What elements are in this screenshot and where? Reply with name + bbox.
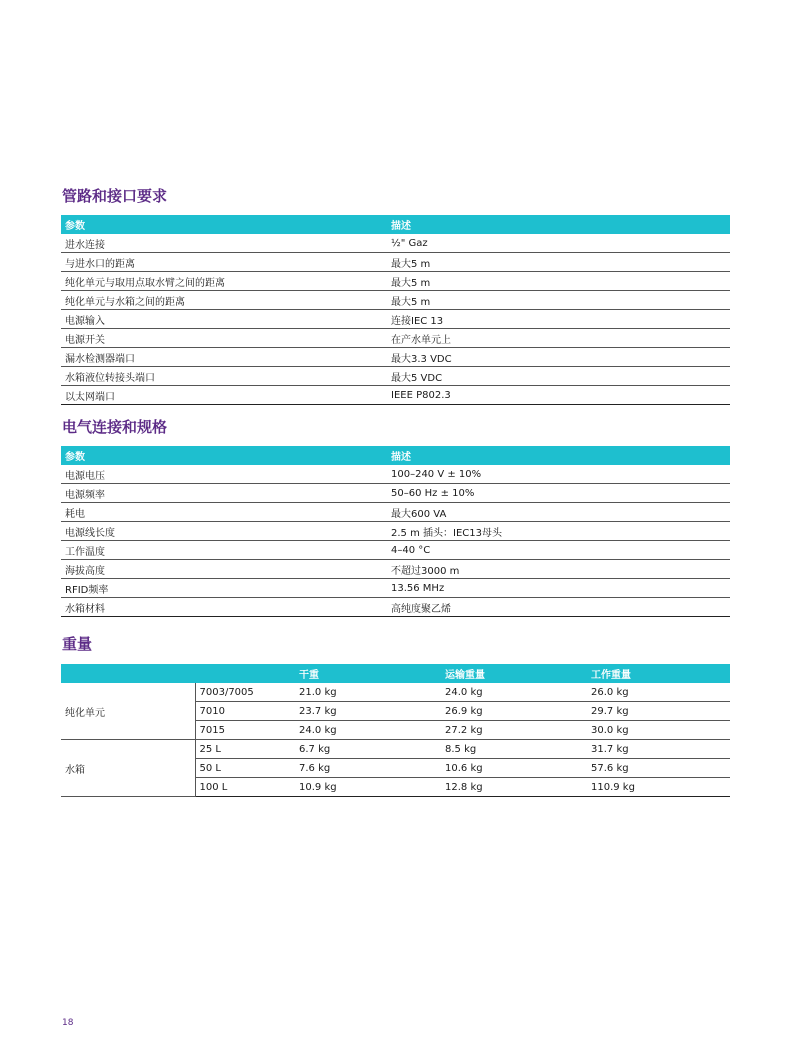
header-operating-weight: 工作重量 — [587, 664, 730, 683]
table-row — [61, 465, 730, 484]
table-row — [61, 367, 730, 386]
dry-weight-cell: 7.6 kg — [295, 759, 441, 778]
header-dry-weight: 干重 — [295, 664, 441, 683]
param-cell: 水箱材料 — [61, 598, 387, 617]
table-header-row — [61, 215, 730, 234]
weight-section-title: 重量 — [62, 635, 93, 653]
param-cell: RFID频率 — [61, 579, 387, 598]
table-row — [61, 598, 730, 617]
value-cell: 13.56 MHz — [387, 579, 730, 598]
value-cell: 最大5 VDC — [387, 367, 730, 386]
param-cell: 漏水检测器端口 — [61, 348, 387, 367]
electrical-section-title: 电气连接和规格 — [62, 418, 168, 436]
shipping-weight-cell: 8.5 kg — [441, 740, 587, 759]
value-cell: 100–240 V ± 10% — [387, 465, 730, 484]
param-cell: 电源开关 — [61, 329, 387, 348]
param-cell: 电源线长度 — [61, 522, 387, 541]
shipping-weight-cell: 24.0 kg — [441, 683, 587, 702]
shipping-weight-cell: 12.8 kg — [441, 778, 587, 797]
header-description: 描述 — [387, 215, 730, 234]
table-row — [61, 329, 730, 348]
table-row — [61, 234, 730, 253]
table-row — [61, 291, 730, 310]
group-label: 纯化单元 — [61, 683, 195, 740]
page-number: 18 — [62, 1018, 74, 1028]
operating-weight-cell: 57.6 kg — [587, 759, 730, 778]
piping-table — [61, 215, 730, 405]
param-cell: 工作温度 — [61, 541, 387, 560]
header-description: 描述 — [387, 446, 730, 465]
operating-weight-cell: 110.9 kg — [587, 778, 730, 797]
value-cell: ½" Gaz — [387, 234, 730, 253]
value-cell: 50–60 Hz ± 10% — [387, 484, 730, 503]
model-cell: 7015 — [195, 721, 295, 740]
model-cell: 25 L — [195, 740, 295, 759]
table-row — [61, 560, 730, 579]
value-cell: 最大600 VA — [387, 503, 730, 522]
param-cell: 纯化单元与取用点取水臂之间的距离 — [61, 272, 387, 291]
header-parameter: 参数 — [61, 446, 387, 465]
table-header-row — [61, 446, 730, 465]
value-cell: 2.5 m 插头：IEC13母头 — [387, 522, 730, 541]
table-row — [61, 541, 730, 560]
dry-weight-cell: 24.0 kg — [295, 721, 441, 740]
value-cell: 高纯度聚乙烯 — [387, 598, 730, 617]
shipping-weight-cell: 26.9 kg — [441, 702, 587, 721]
table-header-row — [61, 664, 730, 683]
value-cell: 不超过3000 m — [387, 560, 730, 579]
table-row — [61, 579, 730, 598]
operating-weight-cell: 29.7 kg — [587, 702, 730, 721]
table-row — [61, 683, 730, 702]
operating-weight-cell: 31.7 kg — [587, 740, 730, 759]
model-cell: 100 L — [195, 778, 295, 797]
value-cell: 连接IEC 13 — [387, 310, 730, 329]
table-row — [61, 253, 730, 272]
table-row — [61, 503, 730, 522]
piping-section-title: 管路和接口要求 — [62, 187, 168, 205]
weight-table — [61, 664, 730, 797]
param-cell: 水箱液位转接头端口 — [61, 367, 387, 386]
value-cell: 最大5 m — [387, 272, 730, 291]
header-parameter: 参数 — [61, 215, 387, 234]
dry-weight-cell: 10.9 kg — [295, 778, 441, 797]
model-cell: 50 L — [195, 759, 295, 778]
table-row — [61, 740, 730, 759]
table-row — [61, 484, 730, 503]
shipping-weight-cell: 10.6 kg — [441, 759, 587, 778]
header-group — [61, 664, 195, 683]
model-cell: 7003/7005 — [195, 683, 295, 702]
dry-weight-cell: 6.7 kg — [295, 740, 441, 759]
param-cell: 以太网端口 — [61, 386, 387, 405]
value-cell: 最大5 m — [387, 253, 730, 272]
group-label: 水箱 — [61, 740, 195, 797]
value-cell: 最大5 m — [387, 291, 730, 310]
param-cell: 与进水口的距离 — [61, 253, 387, 272]
param-cell: 进水连接 — [61, 234, 387, 253]
table-row — [61, 310, 730, 329]
value-cell: 4–40 °C — [387, 541, 730, 560]
param-cell: 耗电 — [61, 503, 387, 522]
table-row — [61, 348, 730, 367]
electrical-table — [61, 446, 730, 617]
header-model — [195, 664, 295, 683]
header-shipping-weight: 运输重量 — [441, 664, 587, 683]
param-cell: 电源电压 — [61, 465, 387, 484]
param-cell: 电源输入 — [61, 310, 387, 329]
value-cell: 在产水单元上 — [387, 329, 730, 348]
param-cell: 纯化单元与水箱之间的距离 — [61, 291, 387, 310]
operating-weight-cell: 30.0 kg — [587, 721, 730, 740]
dry-weight-cell: 23.7 kg — [295, 702, 441, 721]
dry-weight-cell: 21.0 kg — [295, 683, 441, 702]
value-cell: 最大3.3 VDC — [387, 348, 730, 367]
param-cell: 海拔高度 — [61, 560, 387, 579]
operating-weight-cell: 26.0 kg — [587, 683, 730, 702]
value-cell: IEEE P802.3 — [387, 386, 730, 405]
table-row — [61, 522, 730, 541]
table-row — [61, 272, 730, 291]
model-cell: 7010 — [195, 702, 295, 721]
table-row — [61, 386, 730, 405]
shipping-weight-cell: 27.2 kg — [441, 721, 587, 740]
param-cell: 电源频率 — [61, 484, 387, 503]
